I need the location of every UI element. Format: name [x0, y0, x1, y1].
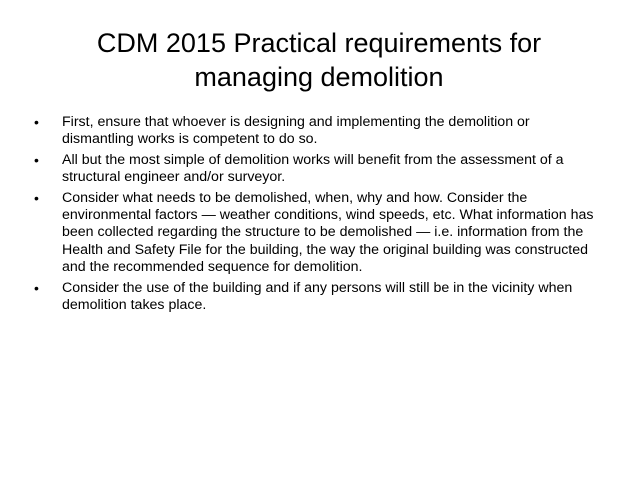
bullet-icon: •	[34, 279, 39, 296]
bullet-list	[34, 114, 602, 317]
bullet-text: Consider what needs to be demolished, when, why and how. Consider the environmental factors — weather conditions, wind speeds, etc. What information has been collected regarding the structure to be demolished — i.e. information from the Health and Safety File for the building, the way the original building was constructed and the recommended sequence for demolition.	[62, 189, 594, 276]
bullet-item	[34, 114, 602, 149]
slide-title	[40, 26, 598, 94]
bullet-item	[34, 190, 602, 277]
bullet-item	[34, 280, 602, 315]
bullet-text: First, ensure that whoever is designing and implementing the demolition or dismantling works is competent to do so.	[62, 114, 530, 148]
bullet-icon: •	[34, 189, 39, 206]
bullet-text: Consider the use of the building and if any persons will still be in the vicinity when demolition takes place.	[62, 279, 573, 314]
slide-title-line-1: CDM 2015 Practical requirements for	[96, 28, 542, 58]
bullet-icon: •	[34, 114, 39, 130]
bullet-icon: •	[34, 151, 39, 168]
bullet-text: All but the most simple of demolition works will benefit from the assessment of a structural engineer and/or surveyor.	[62, 151, 564, 186]
slide-title-line-2: managing demolition	[194, 62, 444, 92]
bullet-item	[34, 152, 602, 187]
